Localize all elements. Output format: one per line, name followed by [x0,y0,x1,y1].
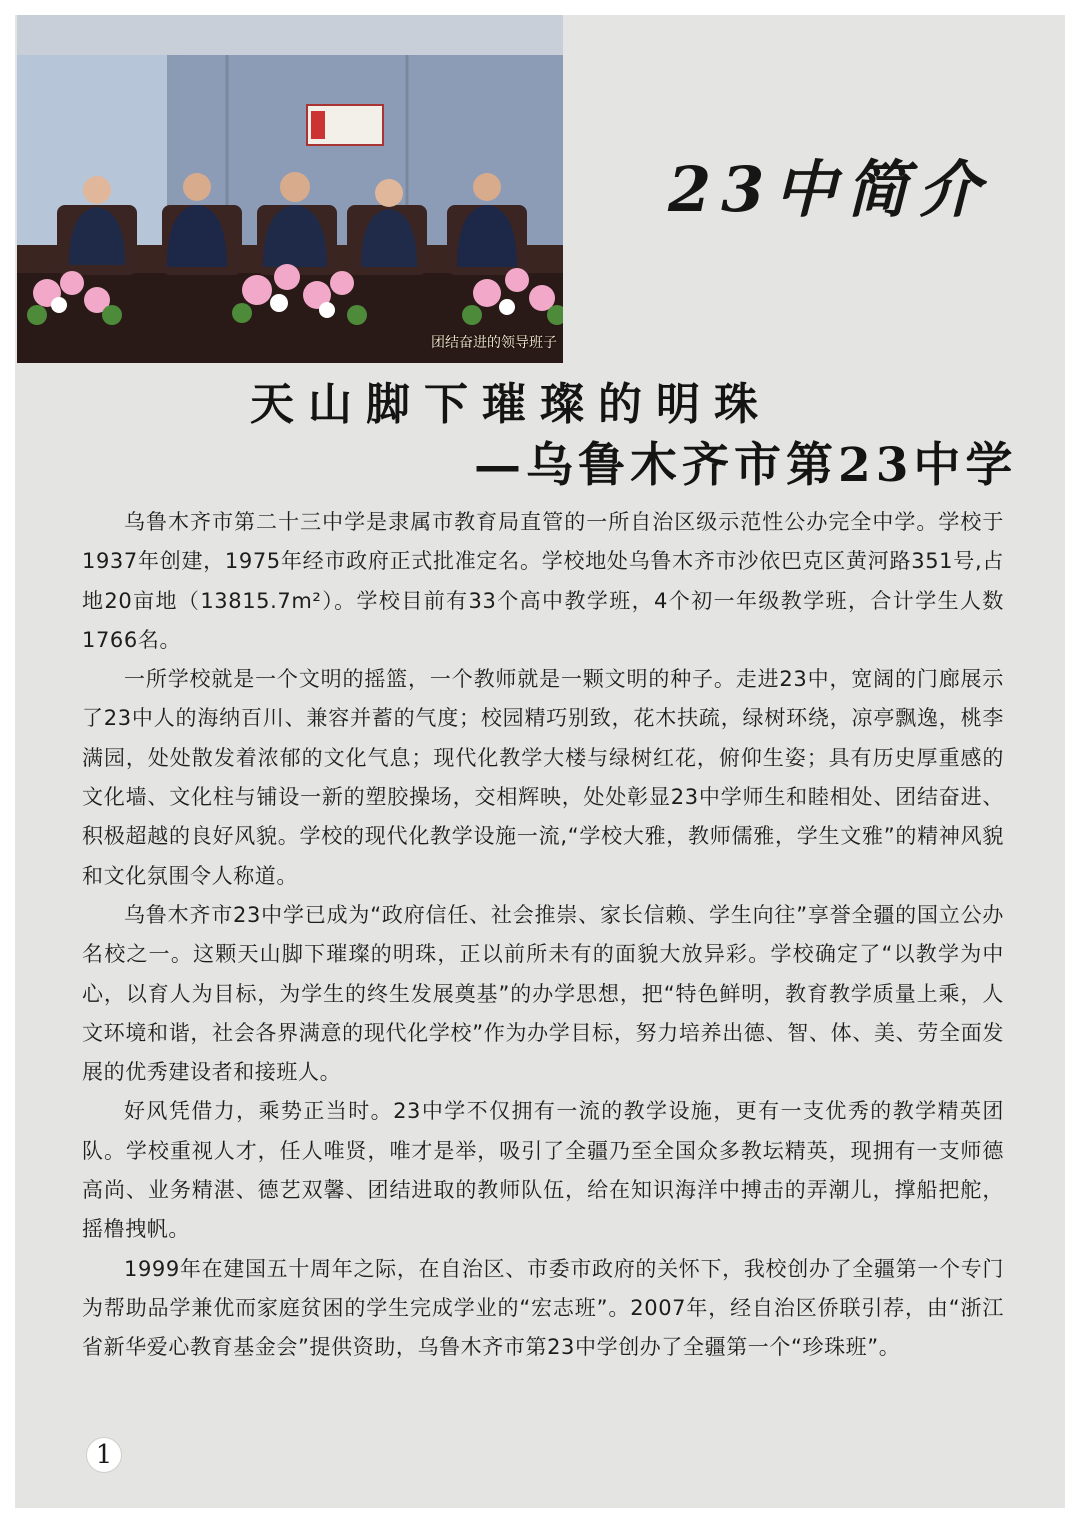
photo-caption: 团结奋进的领导班子 [431,335,557,351]
headline-line-2: —乌鲁木齐市第23中学 [474,438,1018,493]
paragraph: 乌鲁木齐市第二十三中学是隶属市教育局直管的一所自治区级示范性公办完全中学。学校于1937年创建，1975年经市政府正式批准定名。学校地处乌鲁木齐市沙依巴克区黄河路351号,占地20亩地（13815.7m²）。学校目前有33个高中教学班，4个初一年级教学班，合计学生人数1766名。 [82,510,1004,652]
photo-illustration [17,15,563,363]
section-title: 23中简介 [668,153,991,226]
paragraph: 乌鲁木齐市23中学已成为“政府信任、社会推崇、家长信赖、学生向往”享誉全疆的国立公办名校之一。这颗天山脚下璀璨的明珠，正以前所未有的面貌大放异彩。学校确定了“以教学为中心，以育人为目标，为学生的终生发展奠基”的办学思想，把“特色鲜明，教育教学质量上乘，人文环境和谐，社会各界满意的现代化学校”作为办学目标，努力培养出德、智、体、美、劳全面发展的优秀建设者和接班人。 [82,902,1004,1085]
paragraph: 一所学校就是一个文明的摇篮，一个教师就是一颗文明的种子。走进23中，宽阔的门廊展示了23中人的海纳百川、兼容并蓄的气度；校园精巧别致，花木扶疏，绿树环绕，凉亭飘逸，桃李满园，处处散发着浓郁的文化气息；现代化教学大楼与绿树红花，俯仰生姿；具有历史厚重感的文化墙、文化柱与铺设一新的塑胶操场，交相辉映，处处彰显23中学师生和睦相处、团结奋进、积极超越的良好风貌。学校的现代化教学设施一流,“学校大雅，教师儒雅，学生文雅”的精神风貌和文化氛围令人称道。 [82,667,1004,888]
paragraph: 好风凭借力，乘势正当时。23中学不仅拥有一流的教学设施，更有一支优秀的教学精英团队。学校重视人才，任人唯贤，唯才是举，吸引了全疆乃至全国众多教坛精英，现拥有一支师德高尚、业务精湛、德艺双馨、团结进取的教师队伍，给在知识海洋中搏击的弄潮儿，撑船把舵，摇橹拽帆。 [82,1099,1004,1242]
article-body [82,503,1004,1368]
page-number: 1 [86,1437,122,1473]
leadership-photo [17,15,563,363]
headline-line-1: 天山脚下璀璨的明珠 [250,379,772,430]
paragraph: 1999年在建国五十周年之际，在自治区、市委市政府的关怀下，我校创办了全疆第一个专门为帮助品学兼优而家庭贫困的学生完成学业的“宏志班”。2007年，经自治区侨联引荐，由“浙江省新华爱心教育基金会”提供资助，乌鲁木齐市第23中学创办了全疆第一个“珍珠班”。 [82,1256,1004,1360]
